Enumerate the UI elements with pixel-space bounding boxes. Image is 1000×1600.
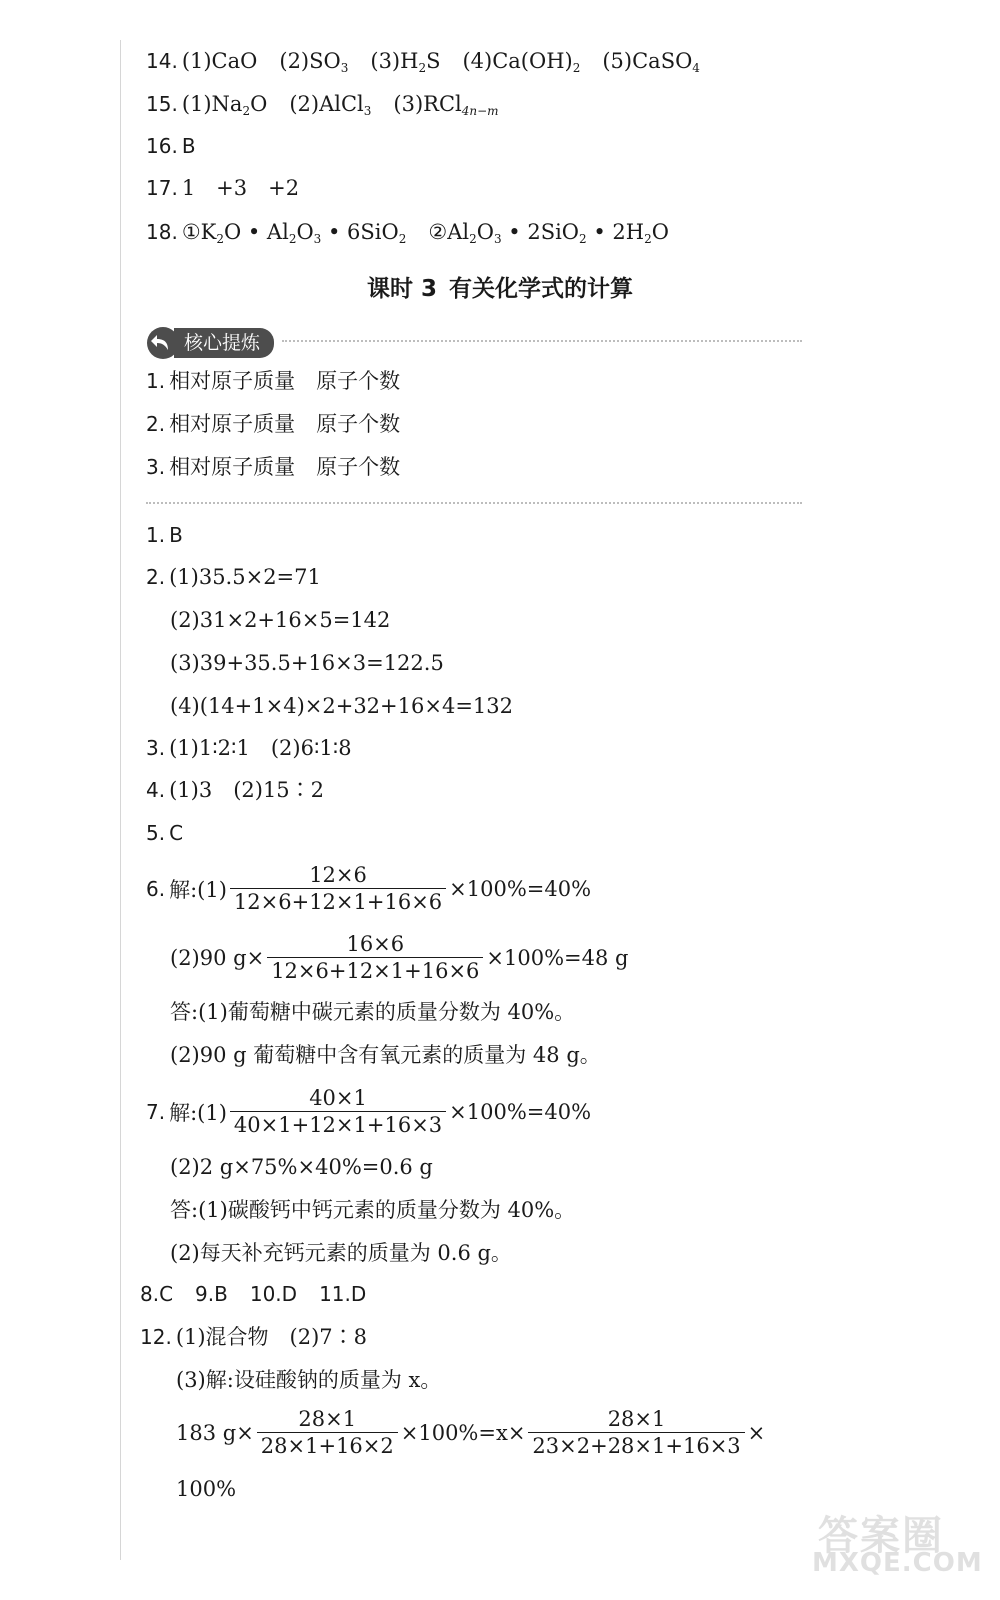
a-q2-line4: (4)(14+1×4)×2+32+16×4=132: [170, 694, 513, 718]
fraction: $\frac{28\times 1}{23\times 2+28\times 1+16\times 3}$: [528, 1406, 744, 1459]
q16-line: 16. B: [146, 134, 196, 158]
a-q12-formula: 183 g× $\frac{28\times 1}{28\times 1+16\times 2}$ ×100%=x× $\frac{28\times 1}{23\times 2+28\times 1+16\times 3}$ ×: [176, 1407, 766, 1458]
section-title: 课时 3 有关化学式的计算: [366, 276, 633, 302]
a-q6-answer1: 答:(1)葡萄糖中碳元素的质量分数为 40%。: [170, 1000, 576, 1024]
q18-line: 18. $①K_2O$ • $Al_2O_3$ • 6SiO$_2$ $②Al_2O_3$ • 2SiO$_2$ • $2H_2O$: [146, 220, 669, 246]
a-q3-line: 3. (1)1∶2∶1 (2)6∶1∶8: [146, 736, 352, 760]
a-q4-line: 4. (1)3 (2)15∶2: [146, 778, 325, 802]
a-q12-line2: (3)解:设硅酸钠的质量为 x。: [176, 1368, 442, 1392]
a-q5-line: 5. C: [146, 821, 184, 845]
fraction: $\frac{40\times 1}{40\times 1+12\times 1+16\times 3}$: [230, 1085, 446, 1138]
fraction: $\frac{28\times 1}{28\times 1+16\times 2}$: [257, 1406, 398, 1459]
margin-line: [120, 40, 121, 1560]
a-q6-formula2: (2)90 g× $\frac{16\times 6}{12\times 6+12\times 1+16\times 6}$ ×100%=48 g: [170, 932, 629, 983]
section-dotted-rule: [146, 502, 802, 504]
a-q12-line1: 12. (1)混合物 (2)7∶8: [140, 1325, 368, 1349]
core-item-1: 1. 相对原子质量 原子个数: [146, 369, 401, 393]
q17-line: 17. 1 +3 +2: [146, 176, 300, 200]
a-q2-line3: (3)39+35.5+16×3=122.5: [170, 651, 444, 675]
fraction: $\frac{16\times 6}{12\times 6+12\times 1+16\times 6}$: [267, 931, 483, 984]
banner-label: 核心提炼: [174, 328, 274, 358]
q15-line: 15. $(1)Na_2O$ (2)AlCl$_3$ (3)RCl$_{4n-m}$: [146, 92, 499, 118]
core-summary-banner: [146, 326, 274, 360]
a-q2-line2: (2)31×2+16×5=142: [170, 608, 391, 632]
banner-dotted-rule: [282, 340, 802, 342]
watermark-logo: 答案圈 MXQE.COM: [812, 1513, 983, 1578]
core-item-3: 3. 相对原子质量 原子个数: [146, 455, 401, 479]
a-q7-answer2: (2)每天补充钙元素的质量为 0.6 g。: [170, 1241, 512, 1265]
q14-line: 14. (1)CaO $(2)SO_3$ $(3)H_2S$ $(4)Ca(OH)_2$ (5)CaSO$_4$: [146, 49, 700, 75]
a-q6-answer2: (2)90 g 葡萄糖中含有氧元素的质量为 48 g。: [170, 1043, 601, 1067]
a-q8-11-line: 8.C 9.B 10.D 11.D: [140, 1282, 367, 1306]
a-q7-formula1: 7. 解:(1) $\frac{40\times 1}{40\times 1+12\times 1+16\times 3}$ ×100%=40%: [146, 1086, 592, 1137]
a-q7-line2: (2)2 g×75%×40%=0.6 g: [170, 1155, 433, 1179]
a-q12-line4: 100%: [176, 1477, 237, 1501]
core-item-2: 2. 相对原子质量 原子个数: [146, 412, 401, 436]
fraction: $\frac{12\times 6}{12\times 6+12\times 1+16\times 6}$: [230, 862, 446, 915]
a-q2-line1: 2. (1)35.5×2=71: [146, 565, 321, 589]
a-q6-formula1: 6. 解:(1) $\frac{12\times 6}{12\times 6+12\times 1+16\times 6}$ ×100%=40%: [146, 863, 592, 914]
a-q7-answer1: 答:(1)碳酸钙中钙元素的质量分数为 40%。: [170, 1198, 576, 1222]
a-q1-line: 1. B: [146, 523, 183, 547]
